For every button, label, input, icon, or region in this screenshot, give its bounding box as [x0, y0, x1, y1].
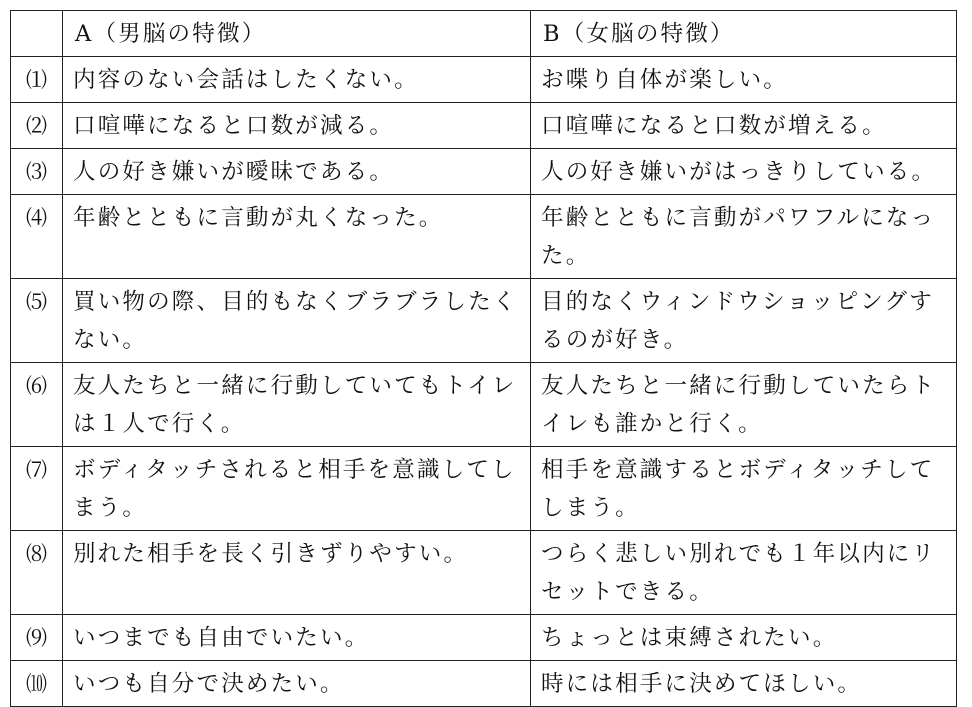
female-trait-cell: 時には相手に決めてほしい。: [531, 661, 957, 707]
female-trait-cell: 人の好き嫌いがはっきりしている。: [531, 149, 957, 195]
female-trait-cell: お喋り自体が楽しい。: [531, 57, 957, 103]
male-trait-cell: 口喧嘩になると口数が減る。: [63, 103, 531, 149]
row-number: ⑶: [11, 149, 63, 195]
male-trait-cell: 友人たちと一緒に行動していてもトイレは１人で行く。: [63, 363, 531, 447]
row-number: ⑷: [11, 195, 63, 279]
table-row: [11, 195, 957, 279]
female-trait-cell: ちょっとは束縛されたい。: [531, 615, 957, 661]
male-trait-cell: 内容のない会話はしたくない。: [63, 57, 531, 103]
table-row: [11, 363, 957, 447]
male-trait-cell: 年齢とともに言動が丸くなった。: [63, 195, 531, 279]
row-number: ⑽: [11, 661, 63, 707]
document-page: [10, 10, 956, 707]
male-trait-cell: 買い物の際、目的もなくブラブラしたくない。: [63, 279, 531, 363]
comparison-table: [10, 10, 957, 707]
female-trait-cell: 相手を意識するとボディタッチしてしまう。: [531, 447, 957, 531]
header-female-brain: B（女脳の特徴）: [531, 11, 957, 57]
table-row: [11, 57, 957, 103]
male-trait-cell: いつまでも自由でいたい。: [63, 615, 531, 661]
row-number: ⑺: [11, 447, 63, 531]
female-trait-cell: 口喧嘩になると口数が増える。: [531, 103, 957, 149]
table-row: [11, 615, 957, 661]
row-number: ⑹: [11, 363, 63, 447]
table-row: [11, 279, 957, 363]
male-trait-cell: いつも自分で決めたい。: [63, 661, 531, 707]
header-male-brain: A（男脳の特徴）: [63, 11, 531, 57]
row-number: ⑸: [11, 279, 63, 363]
row-number: ⑻: [11, 531, 63, 615]
table-row: [11, 531, 957, 615]
table-row: [11, 447, 957, 531]
male-trait-cell: 別れた相手を長く引きずりやすい。: [63, 531, 531, 615]
female-trait-cell: 友人たちと一緒に行動していたらトイレも誰かと行く。: [531, 363, 957, 447]
female-trait-cell: つらく悲しい別れでも１年以内にリセットできる。: [531, 531, 957, 615]
female-trait-cell: 目的なくウィンドウショッピングするのが好き。: [531, 279, 957, 363]
table-row: [11, 149, 957, 195]
table-row: [11, 103, 957, 149]
row-number: ⑵: [11, 103, 63, 149]
table-row: [11, 661, 957, 707]
male-trait-cell: ボディタッチされると相手を意識してしまう。: [63, 447, 531, 531]
table-header-row: [11, 11, 957, 57]
male-trait-cell: 人の好き嫌いが曖昧である。: [63, 149, 531, 195]
row-number: ⑼: [11, 615, 63, 661]
row-number: ⑴: [11, 57, 63, 103]
header-number-cell: [11, 11, 63, 57]
female-trait-cell: 年齢とともに言動がパワフルになった。: [531, 195, 957, 279]
